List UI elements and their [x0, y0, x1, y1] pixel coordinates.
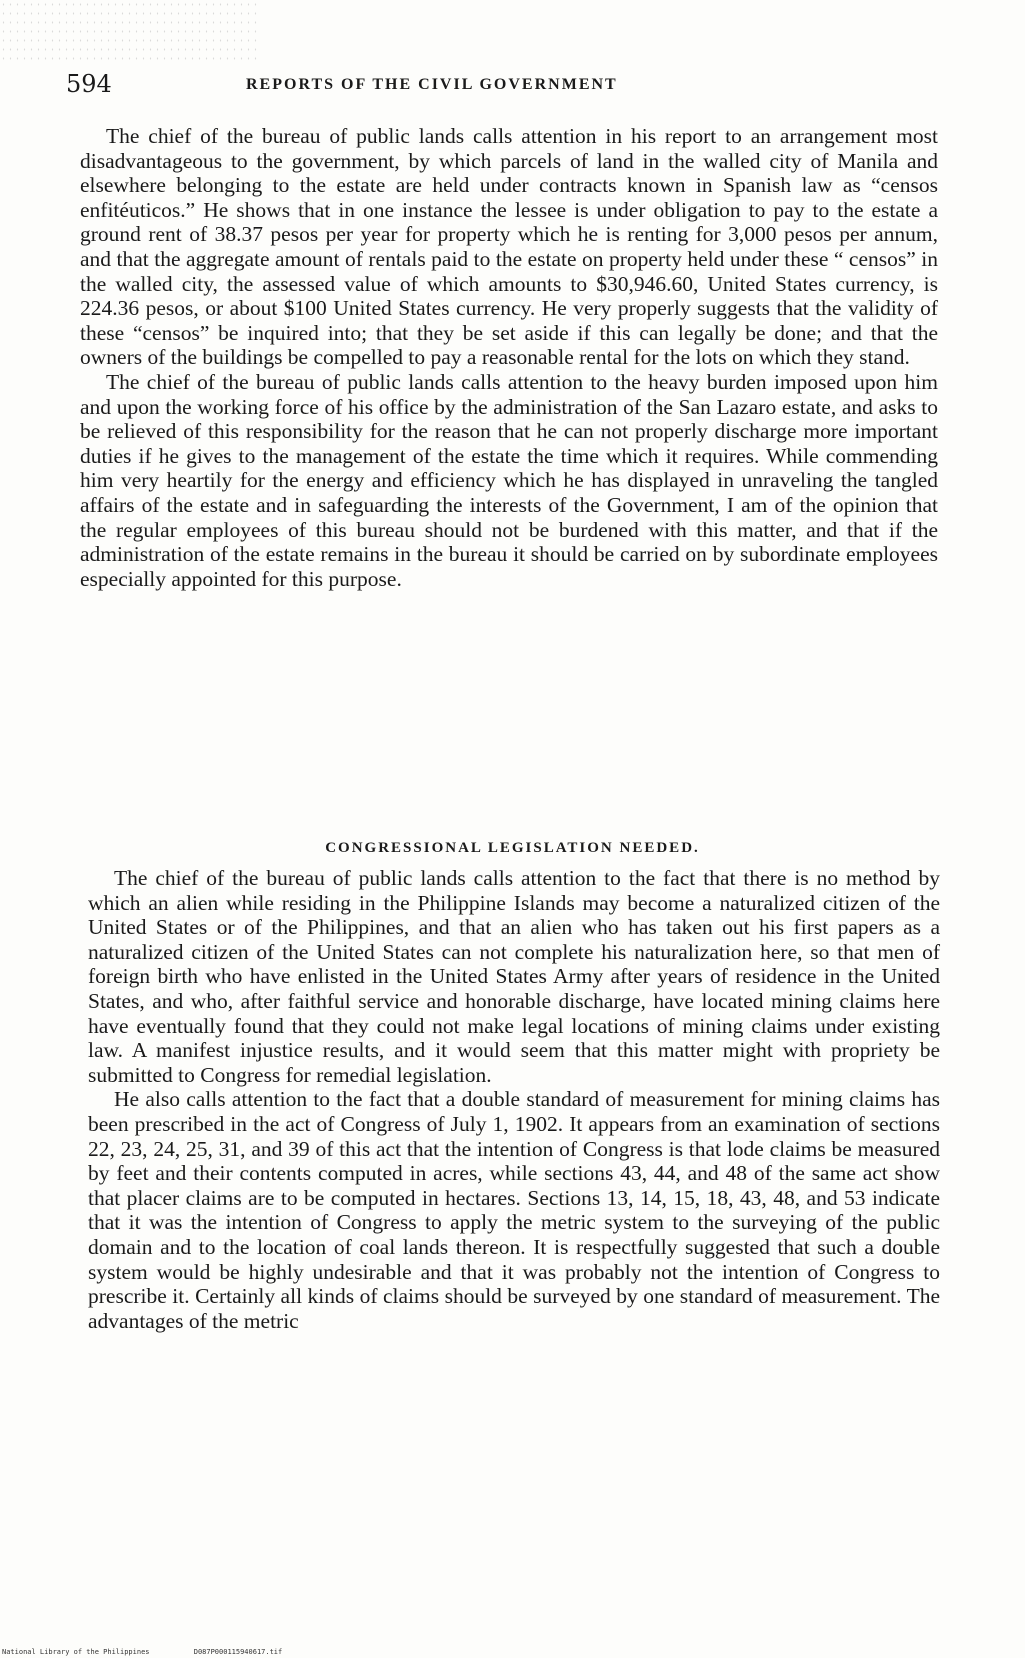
body-text-bottom: [88, 866, 940, 1333]
page-number: 594: [66, 70, 112, 98]
footer-library: National Library of the Philippines: [2, 1648, 150, 1656]
paragraph-naturalization: The chief of the bureau of public lands calls attention to the fact that there is no method by which an alien while residing in the Philippine Islands may become a naturalized citizen of the United States or of the Philippines, and that an alien who has taken out his first papers as a naturalized citizen of the United States can not complete his naturalization here, so that men of foreign birth who have enlisted in the United States Army after years of residence in the United States, and who, after faithful service and honorable discharge, have located mining claims here have eventually found that they could not make legal locations of mining claims under existing law. A manifest injustice results, and it would seem that this matter might with propriety be submitted to Congress for remedial legislation.: [88, 866, 940, 1087]
footer-file-id: D087P000115940617.tif: [193, 1648, 283, 1656]
paragraph-san-lazaro: The chief of the bureau of public lands calls attention to the heavy burden imposed upon him and upon the working force of his office by the administration of the San Lazaro estate, and asks to be relieved of this responsibility for the reason that he can not properly discharge more important duties if he gives to the management of the estate the time which it requires. While commending him very heartily for the energy and efficiency which he has displayed in unraveling the tangled affairs of the estate and in safeguarding the interests of the Government, I am of the opinion that the regular employees of this bureau should not be burdened with this matter, and that if the administration of the estate remains in the bureau it should be carried on by subordinate employees especially appointed for this purpose.: [80, 369, 938, 591]
page-header: [66, 70, 966, 106]
body-text-top: [80, 124, 938, 591]
scan-speckle-decoration: [0, 0, 260, 60]
paragraph-measurement: He also calls attention to the fact that a double standard of measurement for mining claims has been prescribed in the act of Congress of July 1, 1902. It appears from an examination of sections 22, 23, 24, 25, 31, and 39 of this act that the intention of Congress is that lode claims be measured by feet and their contents computed in acres, while sections 43, 44, and 48 of the same act show that placer claims are to be computed in hectares. Sections 13, 14, 15, 18, 43, 48, and 53 indicate that it was the intention of Congress to apply the metric system to the surveying of the public domain and to the location of coal lands thereon. It is respectfully suggested that such a double system would be highly undesirable and that it was probably not the intention of Congress to prescribe it. Certainly all kinds of claims should be surveyed by one standard of measurement. The advantages of the metric: [88, 1087, 940, 1333]
scan-footer: [2, 1648, 322, 1656]
paragraph-censos: The chief of the bureau of public lands calls attention in his report to an arrangement most disadvantageous to the government, by which parcels of land in the walled city of Manila and elsewhere belonging to the estate are held under contracts known in Spanish law as “censos enfitéuticos.” He shows that in one instance the lessee is under obligation to pay to the estate a ground rent of 38.37 pesos per year for property which he is renting for 3,000 pesos per annum, and that the aggregate amount of rentals paid to the estate on property held under these “ censos” in the walled city, the assessed value of which amounts to $30,946.60, United States currency, is 224.36 pesos, or about $100 United States currency. He very properly suggests that the validity of these “censos” be inquired into; that they be set aside if this can legally be done; and that the owners of the buildings be compelled to pay a reasonable rental for the lots on which they stand.: [80, 124, 938, 370]
running-title: REPORTS OF THE CIVIL GOVERNMENT: [246, 76, 618, 93]
section-heading: CONGRESSIONAL LEGISLATION NEEDED.: [325, 840, 700, 856]
